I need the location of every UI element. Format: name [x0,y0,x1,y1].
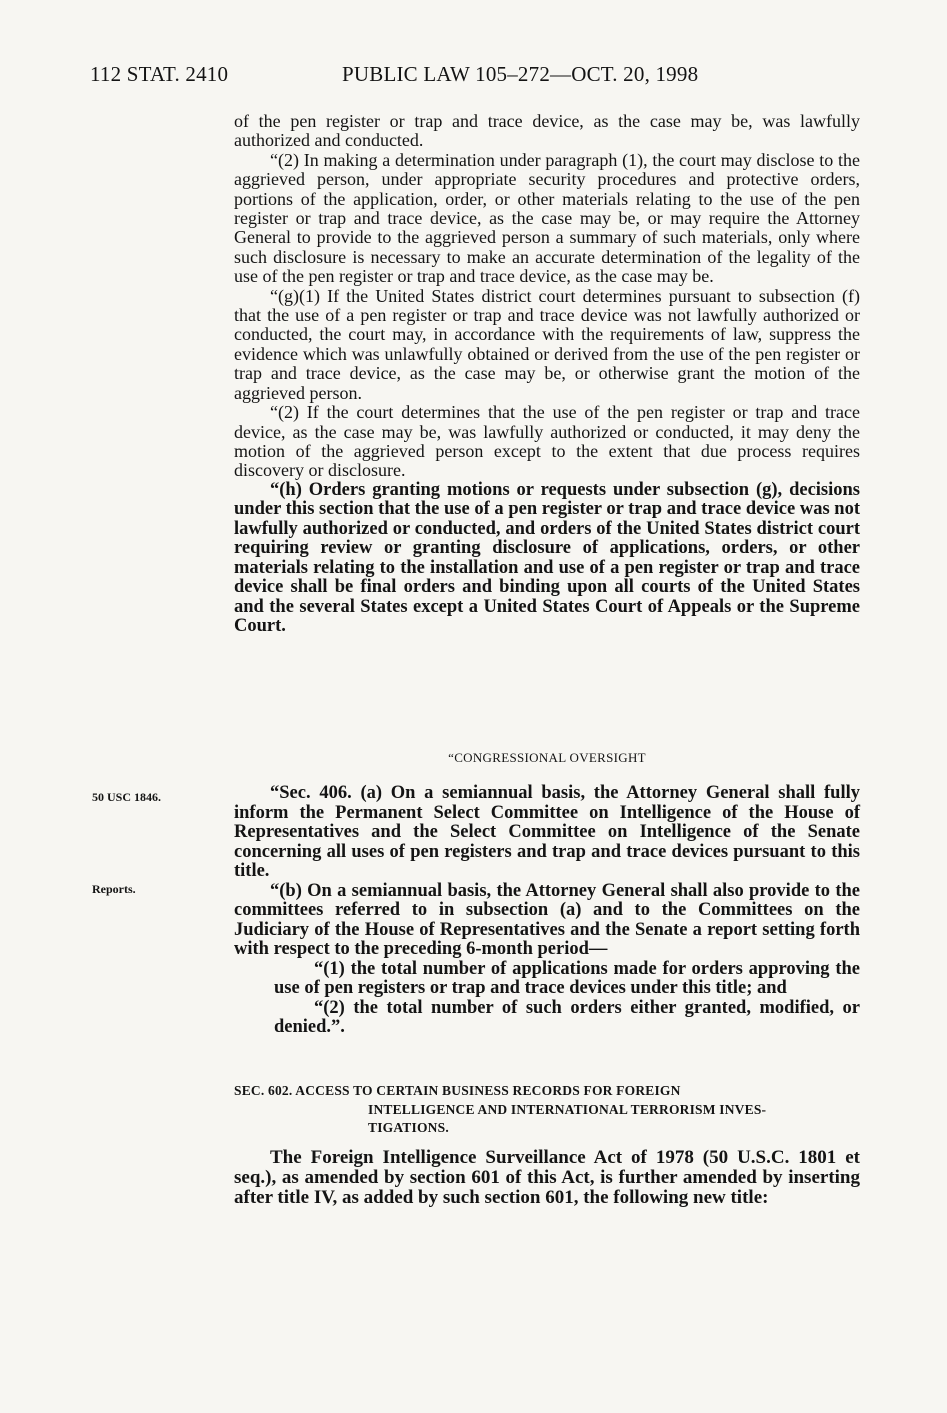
paragraph-g2: “(2) If the court determines that the use of the pen register or trap and trace device, as the case may be, was lawfully authorized or conducted, it may deny the motion of the aggrieved person except to the extent that due process requires discovery or disclosure. [234,402,860,481]
body-column-oversight [234,784,860,1038]
item-1: “(1) the total number of applications made for orders approving the use of pen registers or trap and trace devices under this title; and [274,958,860,998]
section-406-a [234,784,860,882]
oversight-heading: “CONGRESSIONAL OVERSIGHT [448,750,646,765]
heading-line-2: INTELLIGENCE AND INTERNATIONAL TERRORISM INVES- [368,1101,767,1117]
section-406-b: “(b) On a semiannual basis, the Attorney General shall also provide to the committees referred to in subsection (a) and to the Committees on the Judiciary of the House of Representatives and the Senate a report setting forth with respect to the preceding 6-month period— [234,880,860,959]
heading-line-3: TIGATIONS. [368,1120,449,1135]
paragraph-g1: “(g)(1) If the United States district court determines pursuant to subsection (f) that the use of a pen register or trap and trace device was not lawfully authorized or conducted, the court may, in accordance with the requirements of law, suppress the evidence which was unlawfully obtained or derived from the use of the pen register or trap and trace device, as the case may be, or otherwise grant the motion of the aggrieved person. [234,285,860,403]
margin-note-reports: Reports. [92,882,136,896]
sec-a-text: 406. (a) On a semiannual basis, the Attorney General shall fully inform the Permanent Select Committee on Intelligence of the House of Representatives and the Select Committee on Intelligence of the Senate concerning all uses of pen registers and trap and trace devices pursuant to this title. [234,783,860,881]
sec-lead: “Sec. [270,783,311,803]
body-column-top [234,112,860,637]
page-reference: 112 STAT. 2410 [90,62,229,86]
paragraph-f2: “(2) In making a determination under paragraph (1), the court may disclose to the aggrieved person, under appropriate security procedures and protective orders, portions of the application, order, or other materials relating to the use of the pen register or trap and trace device, as the case may be, or may require the Attorney General to provide to the aggrieved person a summary of such materials, only where such disclosure is necessary to make an accurate determination of the legality of the use of the pen register or trap and trace device, as the case may be. [234,149,860,287]
section-602-heading [234,1082,860,1138]
margin-note-usc: 50 USC 1846. [92,790,162,804]
paragraph-h: “(h) Orders granting motions or requests under subsection (g), decisions under this section that the use of a pen register or trap and trace device was not lawfully authorized or conducted, and orders of the United States district court requiring review or granting disclosure of applications, orders, or other materials relating to the installation and use of a pen register or trap and trace device shall be final orders and binding upon all courts of the United States and the several States except a United States Court of Appeals or the Supreme Court. [234,479,860,637]
list-item [234,999,860,1038]
list-item [234,960,860,999]
running-title: PUBLIC LAW 105–272—OCT. 20, 1998 [342,62,699,86]
item-2: “(2) the total number of such orders either granted, modified, or denied.”. [274,997,860,1037]
body-column-602 [234,1148,860,1208]
heading-line-1: SEC. 602. ACCESS TO CERTAIN BUSINESS RECORDS FOR FOREIGN [234,1083,681,1098]
paragraph-continuation: of the pen register or trap and trace device, as the case may be, was lawfully authorized and conducted. [234,111,860,151]
section-602-body: The Foreign Intelligence Surveillance Act of 1978 (50 U.S.C. 1801 et seq.), as amended by section 601 of this Act, is further amended by inserting after title IV, as added by such section 601, the following new title: [234,1147,860,1208]
